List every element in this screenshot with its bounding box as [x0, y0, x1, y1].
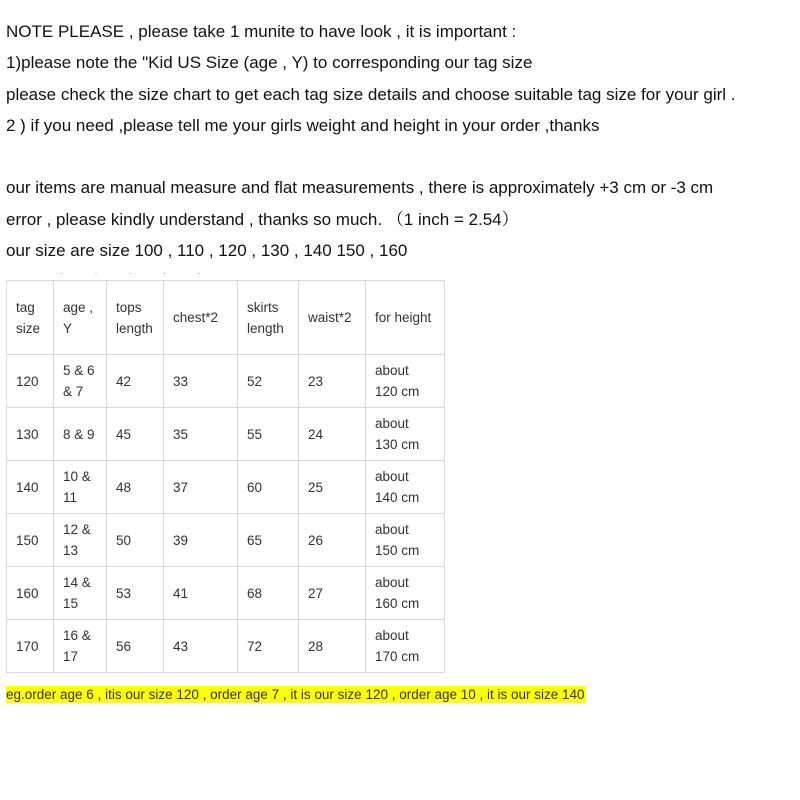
- table-header-row: [7, 281, 445, 355]
- note-line-2: 1)please note the "Kid US Size (age , Y) to corresponding our tag size: [6, 53, 533, 73]
- cell-tag-size: 150: [7, 514, 54, 567]
- decorative-dots: ·····: [60, 268, 232, 279]
- table-row: [7, 514, 445, 567]
- cell-tag-size: 120: [7, 355, 54, 408]
- cell-waist: 26: [299, 514, 366, 567]
- note-line-8: our size are size 100 , 110 , 120 , 130 , 140 150 , 160: [6, 241, 408, 261]
- cell-age: 14 & 15: [54, 567, 107, 620]
- table-row: [7, 408, 445, 461]
- cell-skirts-length: 68: [238, 567, 299, 620]
- header-waist: waist*2: [299, 281, 366, 355]
- cell-skirts-length: 72: [238, 620, 299, 673]
- header-age: age , Y: [54, 281, 107, 355]
- cell-age: 10 & 11: [54, 461, 107, 514]
- cell-waist: 24: [299, 408, 366, 461]
- cell-for-height: about 140 cm: [366, 461, 445, 514]
- table-row: [7, 567, 445, 620]
- table-row: [7, 461, 445, 514]
- table-row: [7, 355, 445, 408]
- cell-skirts-length: 52: [238, 355, 299, 408]
- cell-for-height: about 120 cm: [366, 355, 445, 408]
- cell-tag-size: 130: [7, 408, 54, 461]
- cell-for-height: about 130 cm: [366, 408, 445, 461]
- cell-chest: 39: [164, 514, 238, 567]
- note-line-7: error , please kindly understand , thanks so much. （1 inch = 2.54）: [6, 209, 519, 229]
- cell-for-height: about 160 cm: [366, 567, 445, 620]
- cell-age: 8 & 9: [54, 408, 107, 461]
- note-line-4: 2 ) if you need ,please tell me your girls weight and height in your order ,thanks: [6, 115, 600, 135]
- cell-chest: 33: [164, 355, 238, 408]
- cell-age: 5 & 6 & 7: [54, 355, 107, 408]
- cell-age: 16 & 17: [54, 620, 107, 673]
- cell-age: 12 & 13: [54, 514, 107, 567]
- example-note: eg.order age 6 , itis our size 120 , order age 7 , it is our size 120 , order age 10 , it is our size 140: [6, 687, 585, 702]
- notes-block: [6, 16, 796, 266]
- cell-skirts-length: 60: [238, 461, 299, 514]
- cell-skirts-length: 65: [238, 514, 299, 567]
- note-line-1: NOTE PLEASE , please take 1 munite to have look , it is important :: [6, 22, 517, 41]
- cell-waist: 25: [299, 461, 366, 514]
- note-line-blank: [6, 141, 796, 172]
- table-row: [7, 620, 445, 673]
- note-line-3: please check the size chart to get each tag size details and choose suitable tag size for your girl .: [6, 84, 736, 104]
- cell-chest: 35: [164, 408, 238, 461]
- cell-tag-size: 140: [7, 461, 54, 514]
- cell-tag-size: 160: [7, 567, 54, 620]
- note-line-6: our items are manual measure and flat measurements , there is approximately +3 cm or -3 cm: [6, 178, 714, 198]
- cell-tops-length: 42: [107, 355, 164, 408]
- cell-chest: 41: [164, 567, 238, 620]
- cell-skirts-length: 55: [238, 408, 299, 461]
- size-chart-table: [6, 280, 445, 673]
- cell-chest: 43: [164, 620, 238, 673]
- header-chest: chest*2: [164, 281, 238, 355]
- cell-waist: 27: [299, 567, 366, 620]
- cell-tops-length: 45: [107, 408, 164, 461]
- cell-for-height: about 170 cm: [366, 620, 445, 673]
- cell-waist: 23: [299, 355, 366, 408]
- cell-chest: 37: [164, 461, 238, 514]
- header-tag-size: tag size: [7, 281, 54, 355]
- header-for-height: for height: [366, 281, 445, 355]
- cell-tops-length: 48: [107, 461, 164, 514]
- cell-for-height: about 150 cm: [366, 514, 445, 567]
- header-skirts-length: skirts length: [238, 281, 299, 355]
- cell-tag-size: 170: [7, 620, 54, 673]
- header-tops-length: tops length: [107, 281, 164, 355]
- cell-tops-length: 56: [107, 620, 164, 673]
- cell-tops-length: 50: [107, 514, 164, 567]
- cell-tops-length: 53: [107, 567, 164, 620]
- cell-waist: 28: [299, 620, 366, 673]
